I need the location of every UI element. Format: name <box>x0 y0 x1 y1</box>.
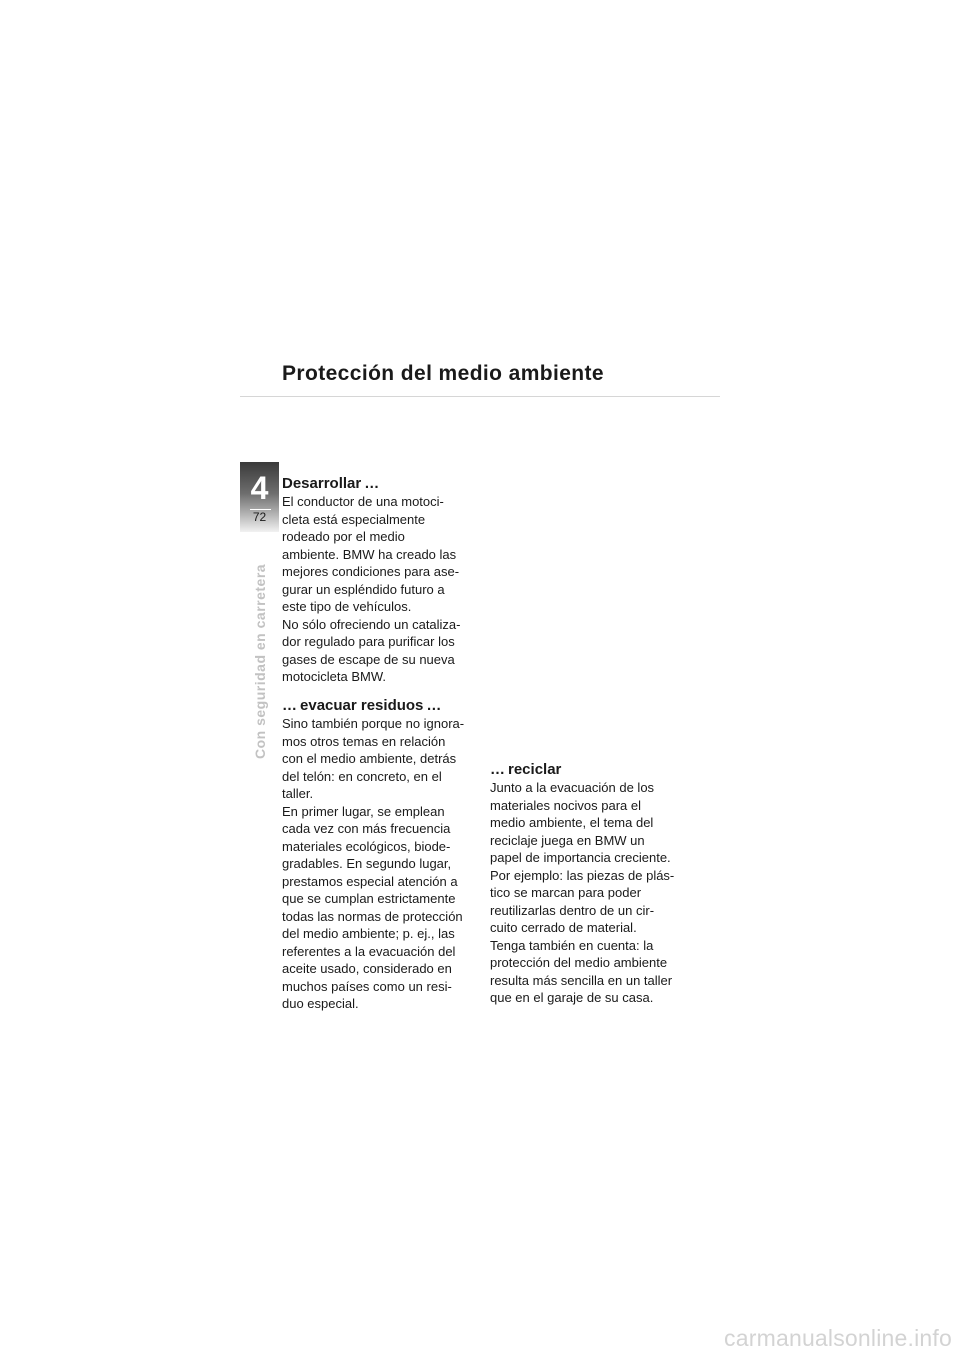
paragraph-line: gases de escape de su nueva <box>282 651 455 667</box>
text-block-reciclar <box>490 761 690 1007</box>
paragraph-line: materiales ecológicos, biode- <box>282 838 451 854</box>
paragraph-line: Junto a la evacuación de los <box>490 780 655 795</box>
paragraph-line: que en el garaje de su casa. <box>490 990 654 1005</box>
paragraph-line: que se cumplan estrictamente <box>282 891 456 906</box>
heading-desarrollar: Desarrollar … <box>282 475 380 492</box>
paragraph-line: protección del medio ambiente <box>490 955 668 970</box>
paragraph-line: Sino también porque no ignora- <box>282 716 465 731</box>
paragraph-line: El conductor de una motoci- <box>282 494 444 509</box>
paragraph-line: ambiente. BMW ha creado las <box>282 546 457 562</box>
paragraph-line: Tenga también en cuenta: la <box>490 937 654 953</box>
page-title: Protección del medio ambiente <box>282 362 605 385</box>
paragraph-line: Por ejemplo: las piezas de plás- <box>490 867 675 883</box>
paragraph-line: cleta está especialmente <box>282 511 426 527</box>
paragraph-line: cada vez con más frecuencia <box>282 821 451 836</box>
paragraph-line: del medio ambiente; p. ej., las <box>282 926 455 941</box>
paragraph-line: resulta más sencilla en un taller <box>490 972 673 988</box>
chapter-number: 4 <box>250 470 269 506</box>
paragraph-line: todas las normas de protección <box>282 908 463 924</box>
paragraph-line: con el medio ambiente, detrás <box>282 751 457 766</box>
paragraph-line: referentes a la evacuación del <box>282 943 456 959</box>
page-number: 72 <box>252 510 267 524</box>
paragraph-line: papel de importancia creciente. <box>490 850 671 865</box>
paragraph-line: gurar un espléndido futuro a <box>282 581 445 597</box>
paragraph-line: mos otros temas en relación <box>282 733 446 749</box>
paragraph-line: cuito cerrado de material. <box>490 920 637 935</box>
watermark-text: carmanualsonline.info <box>724 1325 952 1351</box>
paragraph-line: mejores condiciones para ase- <box>282 564 460 579</box>
paragraph-line: materiales nocivos para el <box>490 797 642 813</box>
paragraph-line: rodeado por el medio <box>282 529 405 544</box>
paragraph-line: prestamos especial atención a <box>282 873 458 889</box>
paragraph-line: dor regulado para purificar los <box>282 634 455 649</box>
paragraph-line: duo especial. <box>282 996 359 1011</box>
paragraph-line: No sólo ofreciendo un cataliza- <box>282 616 461 632</box>
paragraph-line: muchos países como un resi- <box>282 978 452 994</box>
paragraph-line: tico se marcan para poder <box>490 885 642 900</box>
heading-reciclar: … reciclar <box>490 761 562 778</box>
paragraph-line: En primer lugar, se emplean <box>282 803 445 819</box>
text-block-desarrollar <box>282 475 482 686</box>
paragraph-line: este tipo de vehículos. <box>282 599 412 614</box>
paragraph-line: reciclaje juega en BMW un <box>490 832 645 848</box>
paragraph-line: aceite usado, considerado en <box>282 961 452 976</box>
paragraph-line: del telón: en concreto, en el <box>282 768 442 784</box>
title-divider <box>240 396 720 397</box>
text-block-evacuar <box>282 697 482 1013</box>
chapter-tab <box>240 462 279 532</box>
heading-evacuar: … evacuar residuos … <box>282 697 442 714</box>
paragraph-line: motocicleta BMW. <box>282 669 387 684</box>
paragraph-line: reutilizarlas dentro de un cir- <box>490 902 655 918</box>
paragraph-line: medio ambiente, el tema del <box>490 815 654 830</box>
paragraph-line: taller. <box>282 786 314 801</box>
paragraph-line: gradables. En segundo lugar, <box>282 856 452 871</box>
section-label: Con seguridad en carretera <box>252 563 268 759</box>
